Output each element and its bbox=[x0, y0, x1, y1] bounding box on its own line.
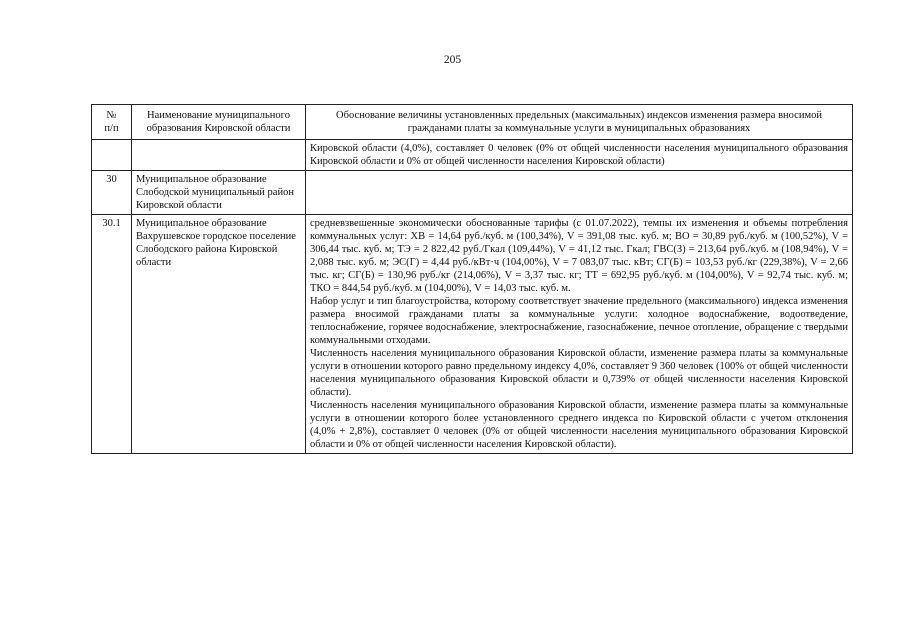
row-municipality-name bbox=[132, 140, 306, 171]
table-row bbox=[92, 215, 853, 454]
page-number: 205 bbox=[443, 54, 462, 66]
header-municipality-name: Наименование муниципального образования Кировской области bbox=[132, 105, 306, 140]
row-municipality-name: Муниципальное образование Вахрушевское городское поселение Слободского района Кировской области bbox=[132, 215, 306, 454]
row-number bbox=[92, 140, 132, 171]
table-row bbox=[92, 171, 853, 215]
row-basis-text bbox=[306, 171, 853, 215]
row-basis-text bbox=[306, 215, 853, 454]
table-header-row bbox=[92, 105, 853, 140]
basis-paragraph: средневзвешенные экономически обоснованные тарифы (с 01.07.2022), темпы их изменения и объемы потребления коммунальных услуг: ХВ = 14,64 руб./куб. м (100,34%), V = 391,08 тыс. куб. м; ВО = 30,89 руб./куб. м (100,52%), V = 306,44 тыс. куб. м; ТЭ = 2 822,42 руб./Гкал (109,44%), V = 41,12 тыс. Гкал; ГВС(З) = 213,64 руб./куб. м (108,94%), V = 2,088 тыс. куб. м; ЭС(Г) = 4,44 руб./кВт·ч (104,00%), V = 7 083,07 тыс. кВт; СГ(Б) = 103,53 руб./кг (229,38%), V = 2,66 тыс. кг; СГ(Б) = 130,96 руб./кг (214,06%), V = 3,37 тыс. кг; ТТ = 692,95 руб./куб. м (104,00%), V = 92,74 тыс. куб. м; ТКО = 844,54 руб./куб. м (104,00%), V = 14,03 тыс. куб. м. bbox=[310, 218, 848, 294]
row-basis-text bbox=[306, 140, 853, 171]
header-index-basis: Обоснование величины установленных предельных (максимальных) индексов изменения размера вносимой гражданами платы за коммунальные услуги в муниципальных образованиях bbox=[306, 105, 853, 140]
row-municipality-name: Муниципальное образование Слободской муниципальный район Кировской области bbox=[132, 171, 306, 215]
basis-paragraph: Численность населения муниципального образования Кировской области, изменение размера платы за коммунальные услуги в отношении которого равно предельному индексу 4,0%, составляет 9 360 человек (100% от общей численности населения муниципального образования Кировской области и 0,739% от общей численности населения Кировской области). bbox=[310, 348, 848, 398]
header-number bbox=[92, 105, 132, 140]
tariff-index-table bbox=[91, 104, 853, 454]
header-number-line2: п/п bbox=[104, 123, 119, 134]
header-number-line1: № bbox=[106, 110, 117, 121]
basis-paragraph: Набор услуг и тип благоустройства, которому соответствует значение предельного (максимального) индекса изменения размера вносимой гражданами платы за коммунальные услуги: холодное водоснабжение, водоотведение, теплоснабжение, горячее водоснабжение, электроснабжение, газоснабжение, печное отопление, обращение с твердыми коммунальными отходами. bbox=[310, 296, 848, 346]
row-number: 30 bbox=[92, 171, 132, 215]
basis-paragraph: Численность населения муниципального образования Кировской области, изменение размера платы за коммунальные услуги в отношении которого более установленного среднего индекса по Кировской области с учетом отклонения (4,0% + 2,8%), составляет 0 человек (0% от общей численности населения муниципального образования Кировской области и 0% от общей численности населения Кировской области). bbox=[310, 400, 848, 450]
row-number: 30.1 bbox=[92, 215, 132, 454]
basis-paragraph: Кировской области (4,0%), составляет 0 человек (0% от общей численности населения муниципального образования Кировской области и 0% от общей численности населения Кировской области) bbox=[310, 143, 848, 167]
table-row bbox=[92, 140, 853, 171]
